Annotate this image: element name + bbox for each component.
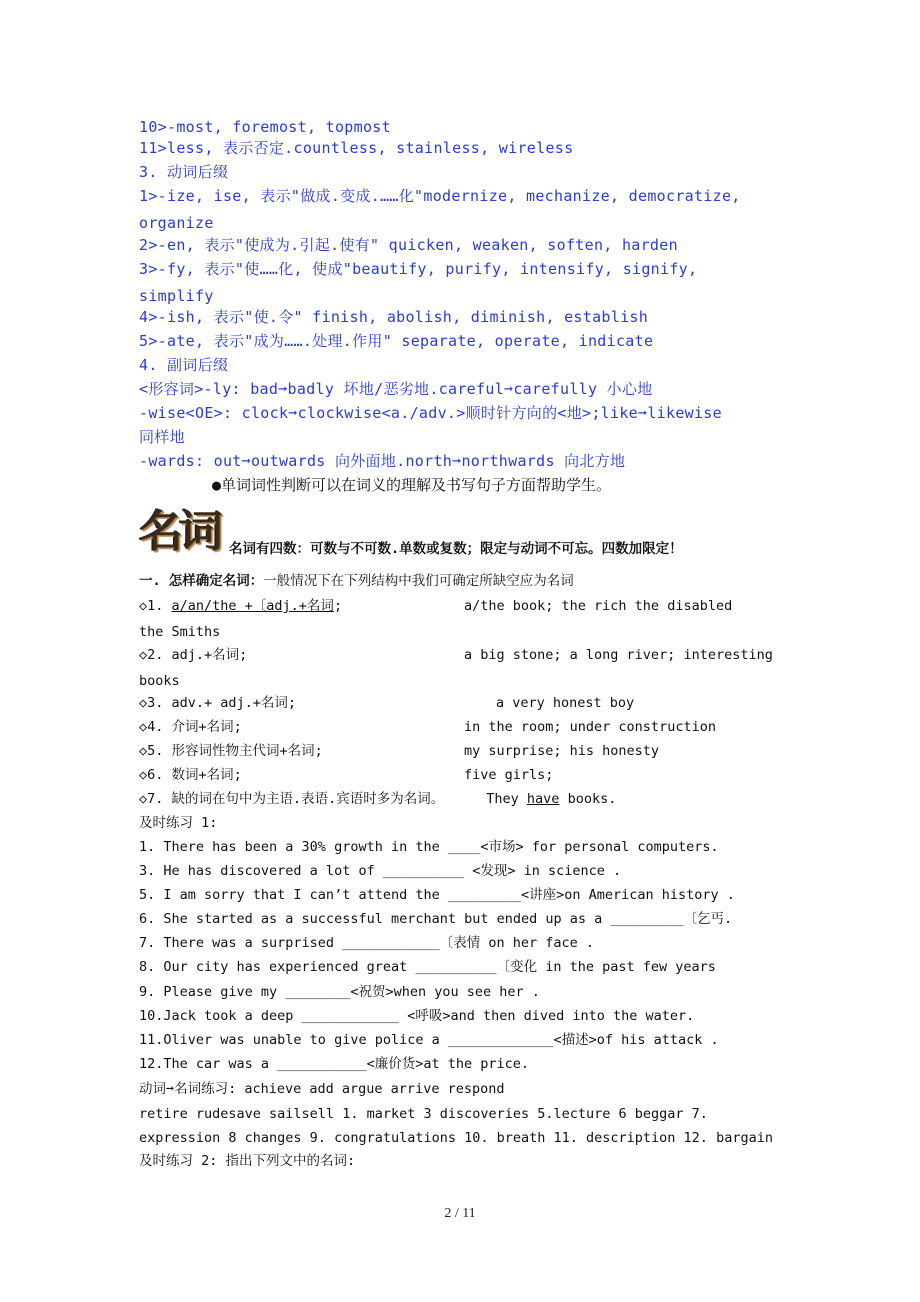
suffix-line: simplify [139,287,214,305]
rule-example: They [486,791,527,807]
rule-structure: a/an/the +〔adj.+名词 [171,598,334,614]
bullet-note: ●单词词性判断可以在词义的理解及书写句子方面帮助学生。 [212,476,612,494]
subsection-heading: 3. 动词后缀 [139,163,229,181]
heading-bold: 一. 怎样确定名词： [139,573,264,589]
heading [139,571,574,591]
suffix-line: 11>less, 表示否定.countless, stainless, wireless [139,139,574,157]
rule-structure: 介词+名词; [171,719,242,735]
answers-line: retire rudesave sailsell 1. market 3 discoveries 5.lecture 6 beggar 7. [139,1106,708,1122]
exercise-item: 7. There was a surprised ____________〔表情 on her face . [139,935,595,951]
rule-punct: ; [333,598,343,614]
suffix-line: 2>-en, 表示"使成为.引起.使有" quicken, weaken, soften, harden [139,236,678,254]
answers-line: expression 8 changes 9. congratulations 10. breath 11. description 12. bargain [139,1130,773,1146]
rule-number: ◇7. [139,791,172,807]
rule-row [139,693,799,713]
rule-row [139,765,799,785]
rule-example: my surprise; his honesty [464,743,660,759]
suffix-line: 4>-ish, 表示"使.令" finish, abolish, diminish, establish [139,308,649,326]
rule-number: ◇5. [139,743,172,759]
section-logo: 名词 [139,506,219,557]
rule-wrap: the Smiths [139,624,221,640]
practice-line: 动词➞名词练习: achieve add argue arrive respond [139,1081,505,1097]
rule-structure: 缺的词在句中为主语.表语.宾语时多为名词。 [171,791,445,807]
exercise-item: 9. Please give my ________<祝贺>when you see her . [139,984,540,1000]
rule-structure: adv.+ adj.+名词; [171,695,297,711]
suffix-line: 1>-ize, ise, 表示"做成.变成.……化"modernize, mechanize, democratize, [139,187,741,205]
rule-structure: adj.+名词; [171,647,248,663]
suffix-line: -wise<OE>: clock➞clockwise<a./adv.>顺时针方向的<地>;like➞likewise [139,404,722,422]
exercise-item: 8. Our city has experienced great __________〔变化 in the past few years [139,959,716,975]
heading-rest: 一般情况下在下列结构中我们可确定所缺空应为名词 [263,573,574,589]
rule-row [139,596,799,616]
rule-example: five girls; [464,767,554,783]
rule-example: a big stone; a long river; interesting [464,647,773,663]
page-number: 2 / 11 [444,1206,476,1221]
suffix-line: <形容词>-ly: bad➞badly 坏地/恶劣地.careful➞carefully 小心地 [139,380,653,398]
rule-number: ◇4. [139,719,172,735]
suffix-line: 同样地 [139,428,185,446]
rule-number: ◇2. [139,647,172,663]
suffix-line: organize [139,214,214,232]
exercise-item: 3. He has discovered a lot of __________ <发现> in science . [139,863,622,879]
rule-example-underlined: have [526,791,560,807]
rule-structure: 数词+名词; [171,767,242,783]
rule-example: books. [559,791,617,807]
rule-number: ◇3. [139,695,172,711]
rule-example: a very honest boy [496,695,635,711]
rule-example: a/the book; the rich the disabled [464,598,733,614]
suffix-line: 10>-most, foremost, topmost [139,118,391,136]
exercise-title: 及时练习 2: 指出下列文中的名词: [139,1153,356,1169]
rule-row [139,789,616,809]
exercise-item: 1. There has been a 30% growth in the ____<市场> for personal computers. [139,839,719,855]
suffix-line: 3>-fy, 表示"使……化, 使成"beautify, purify, intensify, signify, [139,260,698,278]
suffix-line: 5>-ate, 表示"成为…….处理.作用" separate, operate, indicate [139,332,654,350]
rule-row [139,741,799,761]
exercise-item: 11.Oliver was unable to give police a _____________<描述>of his attack . [139,1032,719,1048]
rule-structure: 形容词性物主代词+名词; [171,743,323,759]
rule-row [139,645,799,665]
rule-example: in the room; under construction [464,719,716,735]
suffix-line: -wards: out➞outwards 向外面地.north➞northwards 向北方地 [139,452,626,470]
subsection-heading: 4. 副词后缀 [139,356,229,374]
rule-number: ◇6. [139,767,172,783]
exercise-item: 12.The car was a ___________<廉价货>at the price. [139,1056,529,1072]
exercise-item: 10.Jack took a deep ____________ <呼吸>and then dived into the water. [139,1008,695,1024]
section-motto: 名词有四数：可数与不可数.单数或复数；限定与动词不可忘。四数加限定！ [229,541,683,557]
rule-row [139,717,799,737]
exercise-title: 及时练习 1: [139,815,218,831]
exercise-item: 5. I am sorry that I can’t attend the _________<讲座>on American history . [139,887,735,903]
rule-wrap: books [139,673,180,689]
rule-number: ◇1. [139,598,172,614]
exercise-item: 6. She started as a successful merchant but ended up as a _________〔乞丐. [139,911,733,927]
